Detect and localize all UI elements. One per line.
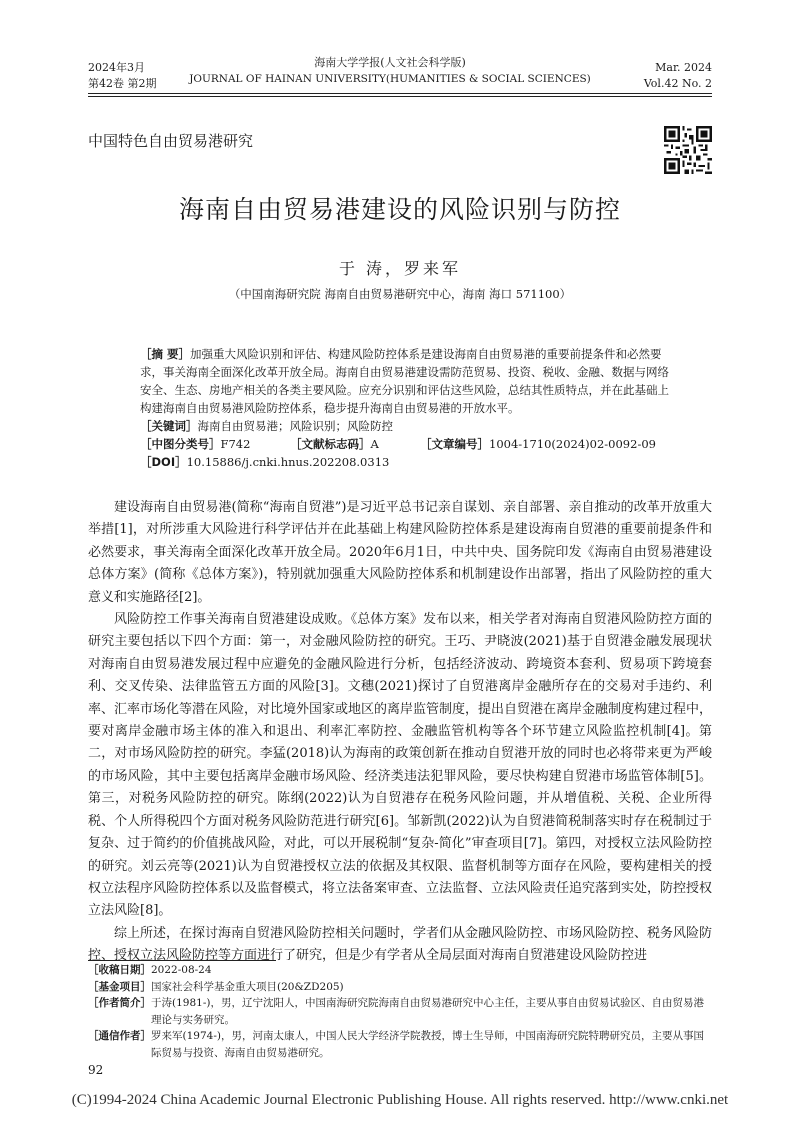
keywords-text: 海南自由贸易港；风险识别；风险防控 — [197, 419, 393, 433]
doccode-cell — [290, 435, 420, 453]
article-no-cell — [420, 435, 656, 453]
footnotes — [88, 962, 712, 1061]
fund-value: 国家社会科学基金重大项目(20&ZD205) — [151, 980, 344, 993]
header-issue-date — [88, 60, 157, 92]
author-names: 于 涛，罗来军 — [338, 259, 462, 278]
body-paragraph-1: 建设海南自由贸易港(简称“海南自贸港”)是习近平总书记亲自谋划、亲自部署、亲自推动的改革开放重大举措[1]，对所涉重大风险进行科学评估并在此基础上构建风险防控体系是建设海南自贸港的重要前提条件和必然要求，事关海南全面深化改革开放全局。2020年6月1日，中共中央、国务院印发《海南自由贸易港建设总体方案》(简称《总体方案》)，特别就加强重大风险防控体系和机制建设作出部署，指出了风险防控的重大意义和实施路径[2]。 — [88, 500, 712, 605]
header-journal-en: JOURNAL OF HAINAN UNIVERSITY(HUMANITIES & SOCIAL SCIENCES) — [189, 73, 591, 85]
abstract-block — [140, 345, 672, 471]
received-value: 2022-08-24 — [151, 964, 212, 976]
fund-label: ［基金项目］ — [88, 980, 151, 993]
abstract — [140, 345, 672, 417]
footnote-corresponding — [88, 1028, 712, 1061]
header-volume-en: Vol.42 No. 2 — [643, 77, 712, 90]
author-bio-value: 于涛(1981-)，男，辽宁沈阳人，中国南海研究院海南自由贸易港研究中心主任，主要从事自由贸易试验区、自由贸易港理论与实务研究。 — [151, 997, 704, 1026]
clc-cell — [140, 435, 290, 453]
copyright-line: (C)1994-2024 China Academic Journal Electronic Publishing House. All rights reserved. http://www.cnki.net — [71, 1092, 729, 1108]
article-title: 海南自由贸易港建设的风险识别与防控 — [178, 195, 621, 224]
abstract-text: 加强重大风险识别和评估、构建风险防控体系是建设海南自由贸易港的重要前提条件和必然要求，事关海南全面深化改革开放全局。海南自由贸易港建设需防范贸易、投资、税收、金融、数据与网络安全、生态、房地产相关的各类主要风险。应充分识别和评估这些风险，总结其性质特点，并在此基础上构建海南自由贸易港风险防控体系，稳步提升海南自由贸易港的开放水平。 — [140, 347, 669, 415]
doi-value: 10.15886/j.cnki.hnus.202208.0313 — [186, 455, 390, 469]
qr-code-icon — [664, 126, 712, 174]
corresponding-value: 罗来军(1974-)，男，河南太康人，中国人民大学经济学院教授，博士生导师，中国南海研究院特聘研究员，主要从事国际贸易与投资、海南自由贸易港研究。 — [151, 1030, 704, 1059]
header-journal-name — [180, 55, 600, 87]
header-rule — [88, 96, 712, 97]
body-paragraph-3: 综上所述，在探讨海南自贸港风险防控相关问题时，学者们从金融风险防控、市场风险防控、税务风险防控、授权立法风险防控等方面进行了研究，但是少有学者从全局层面对海南自贸港建设风险防控进 — [88, 925, 713, 964]
header-date: 2024年3月 — [88, 61, 145, 74]
doi-label: ［DOI］ — [140, 455, 187, 469]
clc-label: ［中图分类号］ — [140, 437, 221, 451]
body-paragraph-2: 风险防控工作事关海南自贸港建设成败。《总体方案》发布以来，相关学者对海南自贸港风险防控方面的研究主要包括以下四个方面：第一，对金融风险防控的研究。王巧、尹晓波(2021)基于自贸港金融发展现状对海南自由贸易港发展过程中应避免的金融风险进行分析，包括经济波动、跨境资本套利、贸易项下跨境套利、交叉传染、法律监管五方面的风险[3]。文穗(2021)探讨了自贸港离岸金融所存在的交易对手违约、利率、汇率市场化等潜在风险，对比境外国家或地区的离岸监管制度，提出自贸港在离岸金融制度构建过程中，要对离岸金融市场主体的准入和退出、利率汇率防控、金融监管机构等各个环节建立风险监控机制[4]。第二，对市场风险防控的研究。李猛(2018)认为海南的政策创新在推动自贸港开放的同时也必将带来更为严峻的市场风险，其中主要包括离岸金融市场风险、经济类违法犯罪风险，要尽快构建自贸港市场监管体制[5]。第三，对税务风险防控的研究。陈纲(2022)认为自贸港存在税务风险问题，并从增值税、关税、企业所得税、个人所得税四个方面对税务风险防范进行研究[6]。邹新凯(2022)认为自贸港简税制落实时存在税制过于复杂、过于简约的价值挑战风险，对此，可以开展税制“复杂-简化”审查项目[7]。第四，对授权立法风险防控的研究。刘云亮等(2021)认为自贸港授权立法的依据及其权限、监督机制等方面存在风险，要构建相关的授权立法程序风险防控体系以及监督模式，将立法备案审查、立法监督、立法风险责任追究落到实处，防控授权立法风险[8]。 — [88, 612, 713, 919]
author-affiliation: （中国南海研究院 海南自由贸易港研究中心，海南 海口 571100） — [228, 287, 572, 301]
classification-row — [140, 435, 672, 453]
header-rule — [88, 93, 712, 94]
abstract-label: ［摘 要］ — [140, 347, 191, 361]
article-body — [88, 497, 712, 968]
header-volume: 第42卷 第2期 — [88, 77, 157, 90]
doccode-value: A — [370, 437, 379, 451]
doi-row — [140, 453, 672, 471]
doccode-label: ［文献标志码］ — [290, 437, 371, 451]
footnote-author — [88, 995, 712, 1028]
footnote-rule — [88, 960, 276, 961]
column-heading: 中国特色自由贸易港研究 — [88, 132, 254, 150]
clc-value: F742 — [220, 437, 251, 451]
article-no-label: ［文章编号］ — [420, 437, 489, 451]
header-issue-en — [640, 60, 712, 92]
header-journal-cn: 海南大学学报(人文社会科学版) — [314, 56, 466, 69]
corresponding-label: ［通信作者］ — [88, 1030, 151, 1042]
received-label: ［收稿日期］ — [88, 964, 151, 976]
footnote-fund — [88, 979, 712, 996]
article-no-value: 1004-1710(2024)02-0092-09 — [489, 437, 656, 451]
keywords — [140, 417, 672, 435]
keywords-label: ［关键词］ — [140, 419, 198, 433]
footnote-received — [88, 962, 712, 979]
page-number: 92 — [88, 1063, 104, 1077]
header-date-en: Mar. 2024 — [655, 61, 712, 74]
author-bio-label: ［作者简介］ — [88, 997, 151, 1009]
